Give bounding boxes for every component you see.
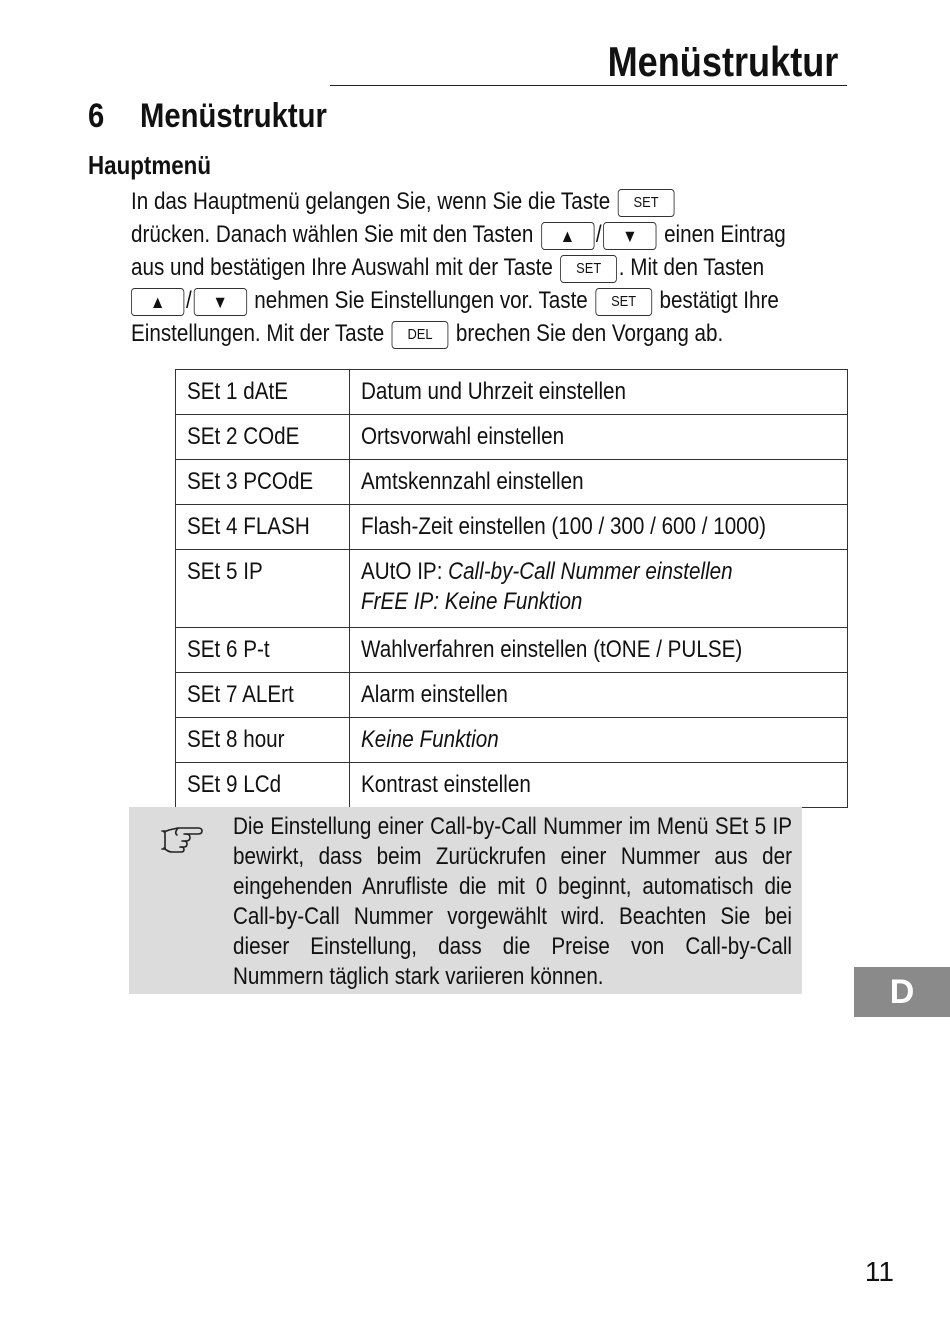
down-key-icon: ▼	[603, 222, 656, 250]
menu-description: Kontrast einstellen	[350, 763, 848, 808]
up-key-icon: ▲	[541, 222, 594, 250]
menu-table	[175, 369, 848, 808]
menu-description: Alarm einstellen	[350, 673, 848, 718]
menu-description: Wahlverfahren einstellen (tONE / PULSE)	[350, 628, 848, 673]
menu-code: SEt 1 dAtE	[176, 370, 350, 415]
menu-code: SEt 3 PCOdE	[176, 460, 350, 505]
menu-description: Keine Funktion	[350, 718, 848, 763]
menu-description: Datum und Uhrzeit einstellen	[350, 370, 848, 415]
table-row	[176, 415, 848, 460]
menu-code: SEt 9 LCd	[176, 763, 350, 808]
menu-code: SEt 2 COdE	[176, 415, 350, 460]
menu-code: SEt 6 P-t	[176, 628, 350, 673]
intro-line-1: In das Hauptmenü gelangen Sie, wenn Sie die Taste SET	[131, 185, 676, 218]
note-text: Die Einstellung einer Call-by-Call Nummer im Menü SEt 5 IP bewirkt, dass beim Zurückrufen einer Nummer aus der eingehenden Anrufliste die mit 0 beginnt, automatisch die Call-by-Call Nummer vorgewählt wird. Beachten Sie bei dieser Einstellung, dass die Preise von Call-by-Call Nummern täglich stark variieren können.	[233, 813, 792, 990]
subsection-title: Hauptmenü	[88, 150, 211, 180]
page-number: 11	[864, 1256, 894, 1287]
header-rule	[330, 85, 847, 86]
menu-description: AUtO IP: Call-by-Call Nummer einstellen FrEE IP: Keine Funktion	[350, 550, 848, 628]
del-key-icon: DEL	[392, 321, 449, 349]
table-row	[176, 550, 848, 628]
menu-code: SEt 7 ALErt	[176, 673, 350, 718]
table-row	[176, 628, 848, 673]
intro-line-5: Einstellungen. Mit der Taste DEL brechen Sie den Vorgang ab.	[131, 320, 724, 347]
table-row	[176, 673, 848, 718]
pointing-hand-icon	[160, 820, 204, 854]
menu-description: Amtskennzahl einstellen	[350, 460, 848, 505]
down-key-icon: ▼	[193, 288, 246, 316]
intro-line-3: aus und bestätigen Ihre Auswahl mit der Taste SET . Mit den Tasten	[131, 254, 765, 281]
menu-code: SEt 8 hour	[176, 718, 350, 763]
set-key-icon: SET	[618, 189, 675, 217]
running-head: Menüstruktur	[607, 38, 838, 85]
up-key-icon: ▲	[131, 288, 184, 316]
set-key-icon: SET	[560, 255, 617, 283]
menu-description: Ortsvorwahl einstellen	[350, 415, 848, 460]
section-number: 6	[88, 97, 105, 135]
intro-line-4: ▲ / ▼ nehmen Sie Einstellungen vor. Taste SET bestätigt Ihre	[131, 284, 779, 317]
table-row	[176, 460, 848, 505]
intro-line-2: drücken. Danach wählen Sie mit den Tasten ▲ / ▼ einen Eintrag	[131, 221, 786, 248]
menu-code: SEt 4 FLASH	[176, 505, 350, 550]
table-row	[176, 763, 848, 808]
table-row	[176, 370, 848, 415]
table-row	[176, 505, 848, 550]
table-row	[176, 718, 848, 763]
section-title: Menüstruktur	[140, 97, 327, 135]
menu-description: Flash-Zeit einstellen (100 / 300 / 600 / 1000)	[350, 505, 848, 550]
language-tab: D	[854, 967, 950, 1017]
menu-code: SEt 5 IP	[176, 550, 350, 628]
set-key-icon: SET	[595, 288, 652, 316]
